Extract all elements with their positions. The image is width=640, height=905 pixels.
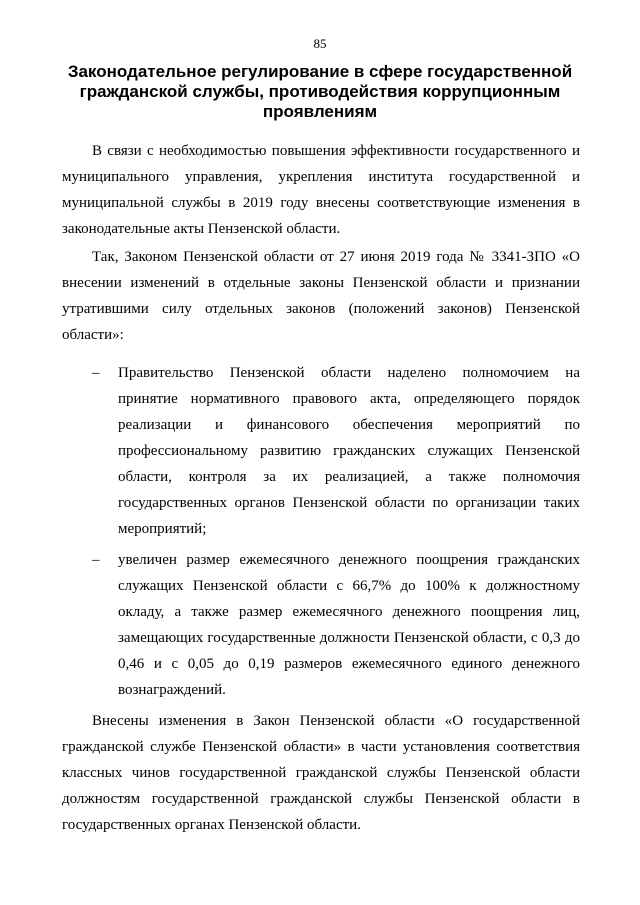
paragraph-law-text: Так, Законом Пензенской области от 27 июня 2019 года № 3341-ЗПО «О внесении изменений в отдельные законы Пензенской области и признании утратившими силу отдельных законов (положений законов) Пензенской области»: xyxy=(62,249,580,343)
bullet-text: увеличен размер ежемесячного денежного поощрения гражданских служащих Пензенской области с 66,7% до 100% к должностному окладу, а также размер ежемесячного денежного поощрения лиц, замещающих государственные должности Пензенской области, с 0,3 до 0,46 и с 0,05 до 0,19 размеров ежемесячного единого денежного вознаграждений. xyxy=(118,552,580,698)
list-item xyxy=(62,360,580,542)
bullet-text: Правительство Пензенской области наделено полномочием на принятие нормативного правового акта, определяющего порядок реализации и финансового обеспечения мероприятий по профессиональному развитию гражданских служащих Пензенской области, контроля за их реализацией, а также полномочия государственных органов Пензенской области по организации таких мероприятий; xyxy=(118,365,580,537)
paragraph-law xyxy=(62,244,580,348)
section-heading: Законодательное регулирование в сфере государственной гражданской службы, противодействия коррупционным проявлениям xyxy=(67,62,573,121)
list-item xyxy=(62,547,580,703)
page-number: 85 xyxy=(313,36,327,51)
bullet-dash: – xyxy=(92,552,100,568)
paragraph-closing-text: Внесены изменения в Закон Пензенской области «О государственной гражданской службе Пензенской области» в части установления соответствия классных чинов государственной гражданской службы Пензенской области должностям государственной гражданской службы Пензенской области в государственных органах Пензенской области. xyxy=(62,713,580,833)
paragraph-closing xyxy=(62,708,580,838)
bullet-list-first xyxy=(62,360,580,542)
paragraph-intro xyxy=(62,138,580,242)
bullet-list-second xyxy=(62,547,580,703)
paragraph-intro-text: В связи с необходимостью повышения эффективности государственного и муниципального управления, укрепления института государственной и муниципальной службы в 2019 году внесены соответствующие изменения в законодательные акты Пензенской области. xyxy=(62,143,580,237)
bullet-dash: – xyxy=(92,365,100,381)
